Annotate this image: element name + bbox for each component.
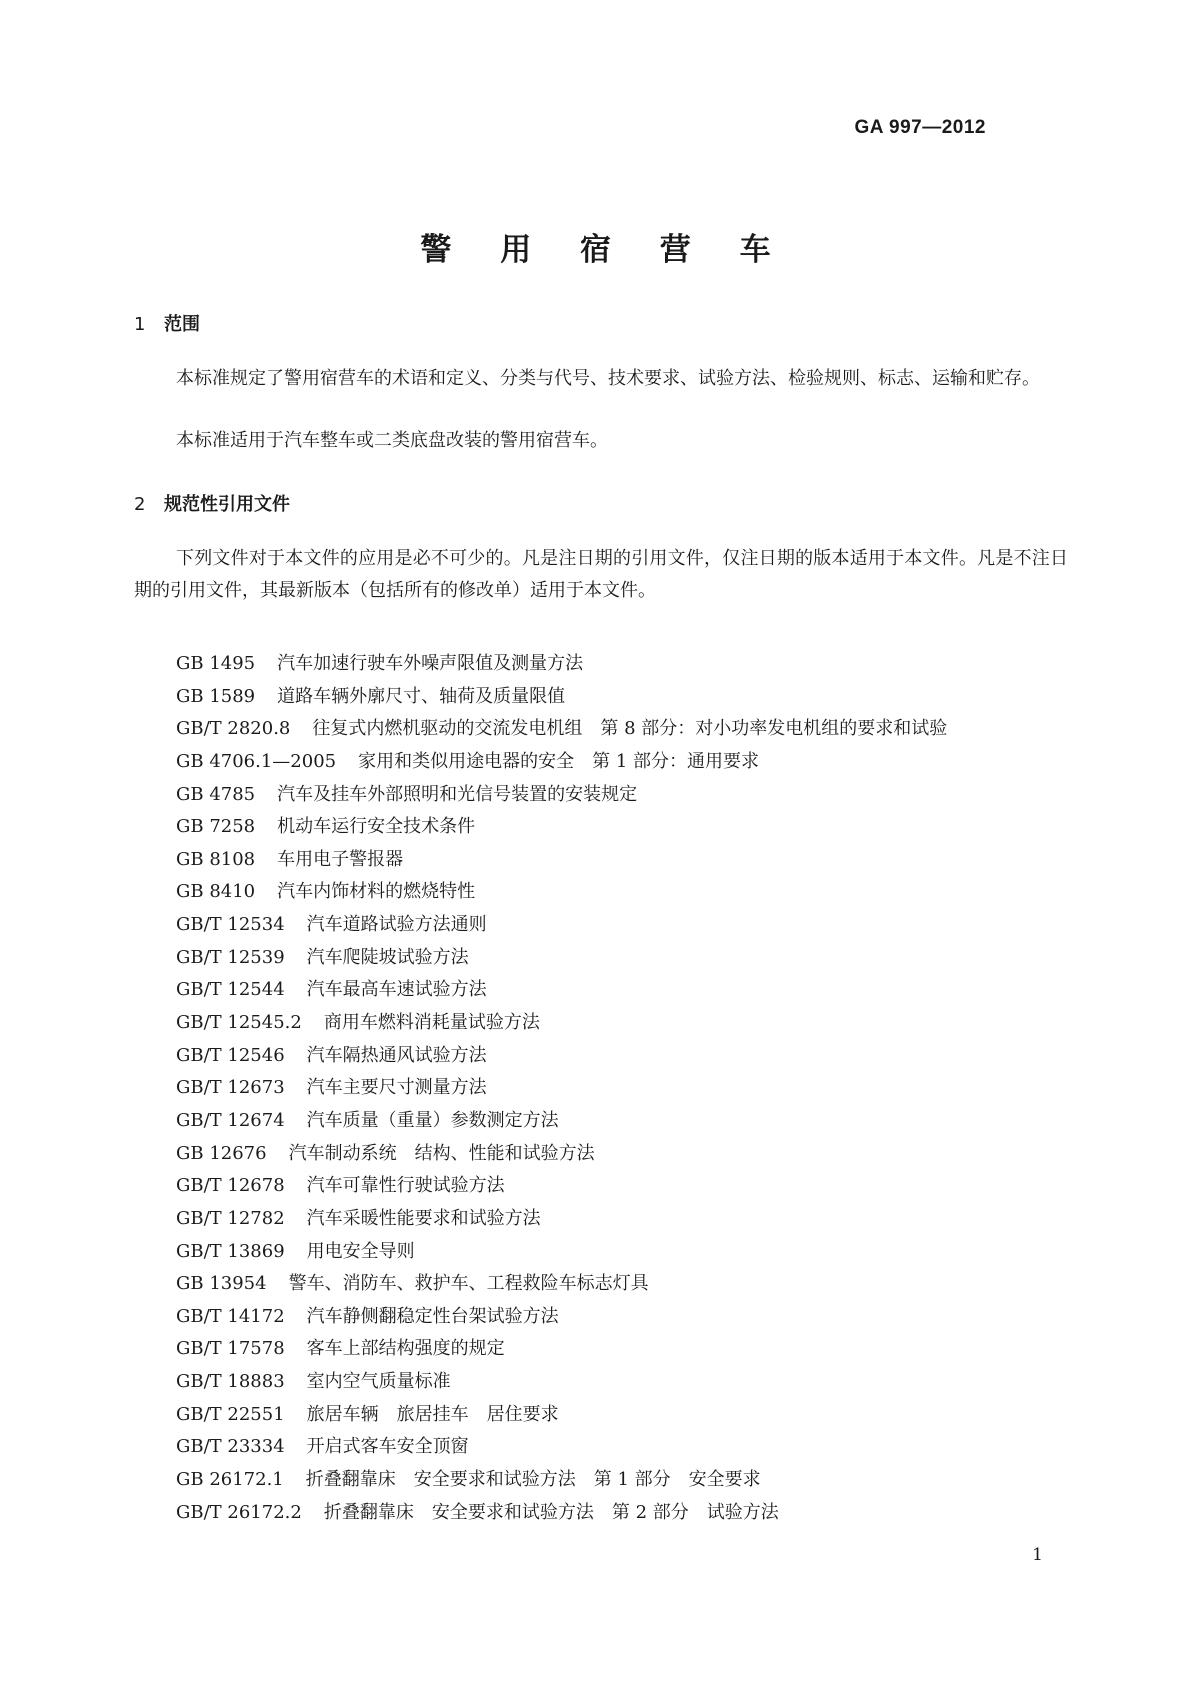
reference-title: 汽车爬陡坡试验方法	[306, 946, 469, 968]
reference-item	[176, 1040, 947, 1073]
reference-code: GB 7258	[176, 816, 256, 838]
reference-code: GB/T 12674	[176, 1109, 285, 1131]
reference-title: 家用和类似用途电器的安全 第 1 部分：通用要求	[358, 750, 760, 772]
reference-item	[176, 1236, 947, 1269]
reference-item	[176, 1105, 947, 1138]
document-title: 警 用 宿 营 车	[420, 232, 790, 268]
reference-item	[176, 713, 947, 746]
reference-code: GB/T 23334	[176, 1436, 285, 1458]
reference-item	[176, 876, 947, 909]
reference-code: GB/T 12545.2	[176, 1012, 302, 1034]
normative-references-intro: 下列文件对于本文件的应用是必不可少的。凡是注日期的引用文件，仅注日期的版本适用于本文件。凡是不注日期的引用文件，其最新版本（包括所有的修改单）适用于本文件。	[134, 548, 1068, 601]
reference-code: GB/T 12544	[176, 979, 285, 1001]
reference-item	[176, 1203, 947, 1236]
reference-code: GB/T 12678	[176, 1175, 285, 1197]
reference-title: 道路车辆外廓尺寸、轴荷及质量限值	[277, 685, 566, 707]
reference-code: GB/T 22551	[176, 1403, 285, 1425]
section-title: 规范性引用文件	[164, 494, 290, 515]
reference-list	[176, 648, 947, 1529]
section-title: 范围	[164, 314, 200, 335]
reference-item	[176, 1464, 947, 1497]
reference-code: GB 26172.1	[176, 1469, 284, 1491]
reference-item	[176, 648, 947, 681]
reference-title: 汽车主要尺寸测量方法	[306, 1077, 487, 1099]
reference-title: 折叠翻靠床 安全要求和试验方法 第 1 部分 安全要求	[305, 1469, 761, 1491]
reference-title: 汽车内饰材料的燃烧特性	[277, 881, 476, 903]
reference-title: 折叠翻靠床 安全要求和试验方法 第 2 部分 试验方法	[323, 1501, 779, 1523]
reference-title: 车用电子警报器	[277, 848, 404, 870]
reference-code: GB/T 14172	[176, 1305, 285, 1327]
reference-title: 汽车最高车速试验方法	[306, 979, 487, 1001]
reference-title: 警车、消防车、救护车、工程救险车标志灯具	[288, 1273, 649, 1295]
section-2-heading	[134, 490, 290, 516]
reference-item	[176, 1497, 947, 1530]
page-number: 1	[1032, 1545, 1043, 1565]
reference-code: GB/T 12782	[176, 1207, 285, 1229]
reference-code: GB 12676	[176, 1142, 267, 1164]
section-1-heading	[134, 310, 200, 336]
reference-item	[176, 1007, 947, 1040]
reference-code: GB/T 12546	[176, 1044, 285, 1066]
reference-item	[176, 1138, 947, 1171]
reference-item	[176, 1072, 947, 1105]
reference-item	[176, 942, 947, 975]
reference-title: 汽车加速行驶车外噪声限值及测量方法	[277, 653, 584, 674]
reference-code: GB/T 12673	[176, 1077, 285, 1099]
reference-item	[176, 1301, 947, 1334]
reference-code: GB/T 2820.8	[176, 718, 291, 740]
reference-item	[176, 746, 947, 779]
reference-code: GB 4706.1—2005	[176, 750, 337, 772]
reference-code: GB 4785	[176, 783, 256, 805]
reference-code: GB 8108	[176, 848, 256, 870]
reference-title: 用电安全导则	[306, 1240, 415, 1262]
reference-title: 汽车隔热通风试验方法	[306, 1044, 487, 1066]
reference-title: 商用车燃料消耗量试验方法	[323, 1012, 540, 1034]
scope-paragraph-2: 本标准适用于汽车整车或二类底盘改装的警用宿营车。	[176, 430, 608, 451]
reference-title: 汽车采暖性能要求和试验方法	[306, 1207, 541, 1229]
reference-title: 客车上部结构强度的规定	[306, 1338, 505, 1360]
reference-title: 旅居车辆 旅居挂车 居住要求	[306, 1403, 559, 1425]
reference-title: 汽车可靠性行驶试验方法	[306, 1175, 505, 1197]
reference-item	[176, 1399, 947, 1432]
reference-code: GB/T 18883	[176, 1371, 285, 1393]
reference-code: GB/T 12539	[176, 946, 285, 968]
reference-item	[176, 844, 947, 877]
reference-code: GB 1495	[176, 653, 256, 674]
reference-item	[176, 909, 947, 942]
reference-item	[176, 1366, 947, 1399]
reference-title: 机动车运行安全技术条件	[277, 816, 476, 838]
reference-title: 室内空气质量标准	[306, 1371, 451, 1393]
reference-item	[176, 1268, 947, 1301]
reference-code: GB/T 26172.2	[176, 1501, 302, 1523]
reference-item	[176, 811, 947, 844]
reference-item	[176, 1170, 947, 1203]
reference-title: 汽车制动系统 结构、性能和试验方法	[288, 1142, 595, 1164]
reference-code: GB/T 12534	[176, 914, 285, 936]
reference-title: 开启式客车安全顶窗	[306, 1436, 469, 1458]
reference-code: GB 13954	[176, 1273, 267, 1295]
document-code: GA 997—2012	[854, 117, 986, 138]
reference-title: 汽车静侧翻稳定性台架试验方法	[306, 1305, 559, 1327]
reference-item	[176, 974, 947, 1007]
scope-paragraph-1: 本标准规定了警用宿营车的术语和定义、分类与代号、技术要求、试验方法、检验规则、标志、运输和贮存。	[176, 368, 1040, 389]
reference-item	[176, 779, 947, 812]
reference-item	[176, 1431, 947, 1464]
reference-code: GB 1589	[176, 685, 256, 707]
reference-title: 往复式内燃机驱动的交流发电机组 第 8 部分：对小功率发电机组的要求和试验	[312, 718, 948, 740]
reference-item	[176, 1333, 947, 1366]
section-number: 1	[134, 314, 146, 335]
reference-title: 汽车及挂车外部照明和光信号装置的安装规定	[277, 783, 638, 805]
reference-code: GB/T 13869	[176, 1240, 285, 1262]
reference-code: GB/T 17578	[176, 1338, 285, 1360]
reference-title: 汽车道路试验方法通则	[306, 914, 487, 936]
section-number: 2	[134, 494, 146, 515]
reference-code: GB 8410	[176, 881, 256, 903]
reference-item	[176, 681, 947, 714]
reference-title: 汽车质量（重量）参数测定方法	[306, 1109, 559, 1131]
